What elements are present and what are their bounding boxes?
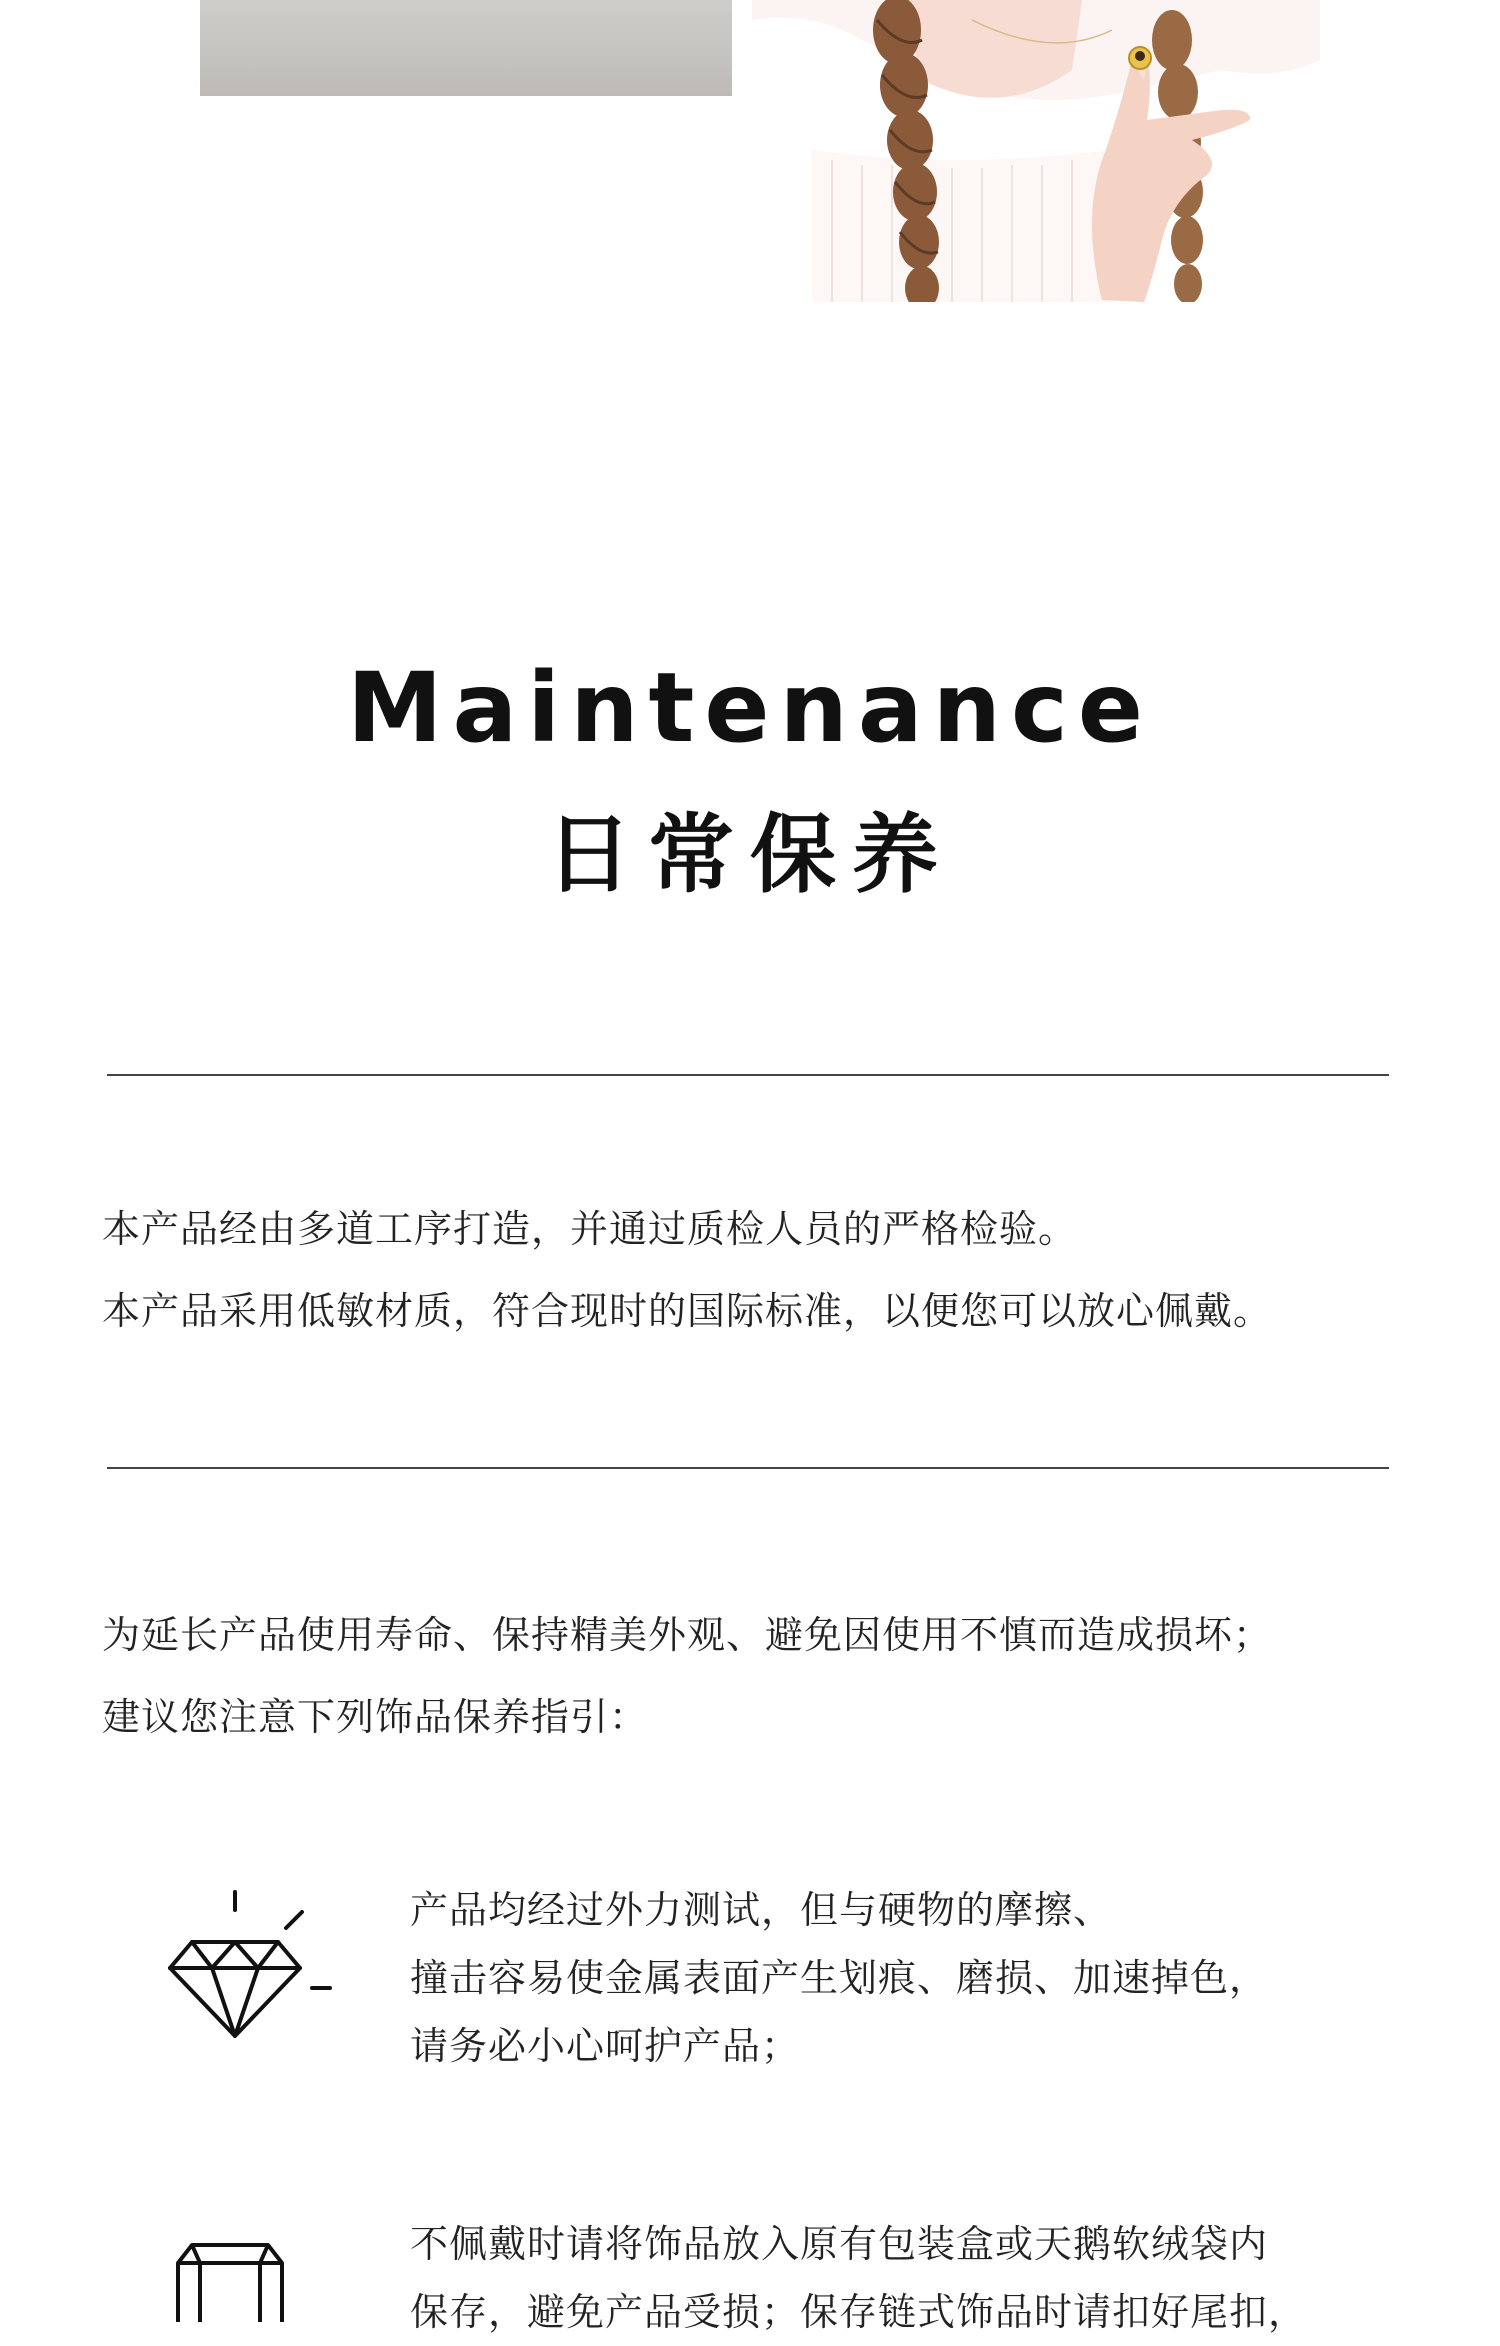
tip-1-text bbox=[410, 1876, 1410, 2080]
guide-paragraph bbox=[102, 1594, 1422, 1758]
divider-middle bbox=[107, 1467, 1389, 1469]
model-photo bbox=[752, 0, 1320, 302]
divider-top bbox=[107, 1074, 1389, 1076]
intro-paragraph bbox=[102, 1188, 1422, 1352]
tip-1-line-3: 请务必小心呵护产品； bbox=[410, 2024, 801, 2068]
product-photo-grey bbox=[200, 0, 732, 96]
guide-line-2: 建议您注意下列饰品保养指引： bbox=[102, 1695, 649, 1739]
intro-line-2: 本产品采用低敏材质，符合现时的国际标准，以便您可以放心佩戴。 bbox=[102, 1289, 1273, 1333]
tip-1-line-1: 产品均经过外力测试，但与硬物的摩擦、 bbox=[410, 1888, 1113, 1932]
tip-2-line-2: 保存，避免产品受损；保存链式饰品时请扣好尾扣， bbox=[410, 2290, 1308, 2334]
tip-1-line-2: 撞击容易使金属表面产生划痕、磨损、加速掉色， bbox=[410, 1956, 1269, 2000]
guide-line-1: 为延长产品使用寿命、保持精美外观、避免因使用不慎而造成损坏； bbox=[102, 1613, 1273, 1657]
tip-2-text bbox=[410, 2210, 1410, 2346]
box-icon bbox=[172, 2235, 292, 2326]
intro-line-1: 本产品经由多道工序打造，并通过质检人员的严格检验。 bbox=[102, 1207, 1078, 1251]
tip-2-line-1: 不佩戴时请将饰品放入原有包装盒或天鹅软绒袋内 bbox=[410, 2222, 1269, 2266]
section-title-en: Maintenance bbox=[346, 652, 1154, 764]
diamond-icon bbox=[166, 1888, 346, 2042]
section-title-cn: 日常保养 bbox=[546, 805, 954, 905]
